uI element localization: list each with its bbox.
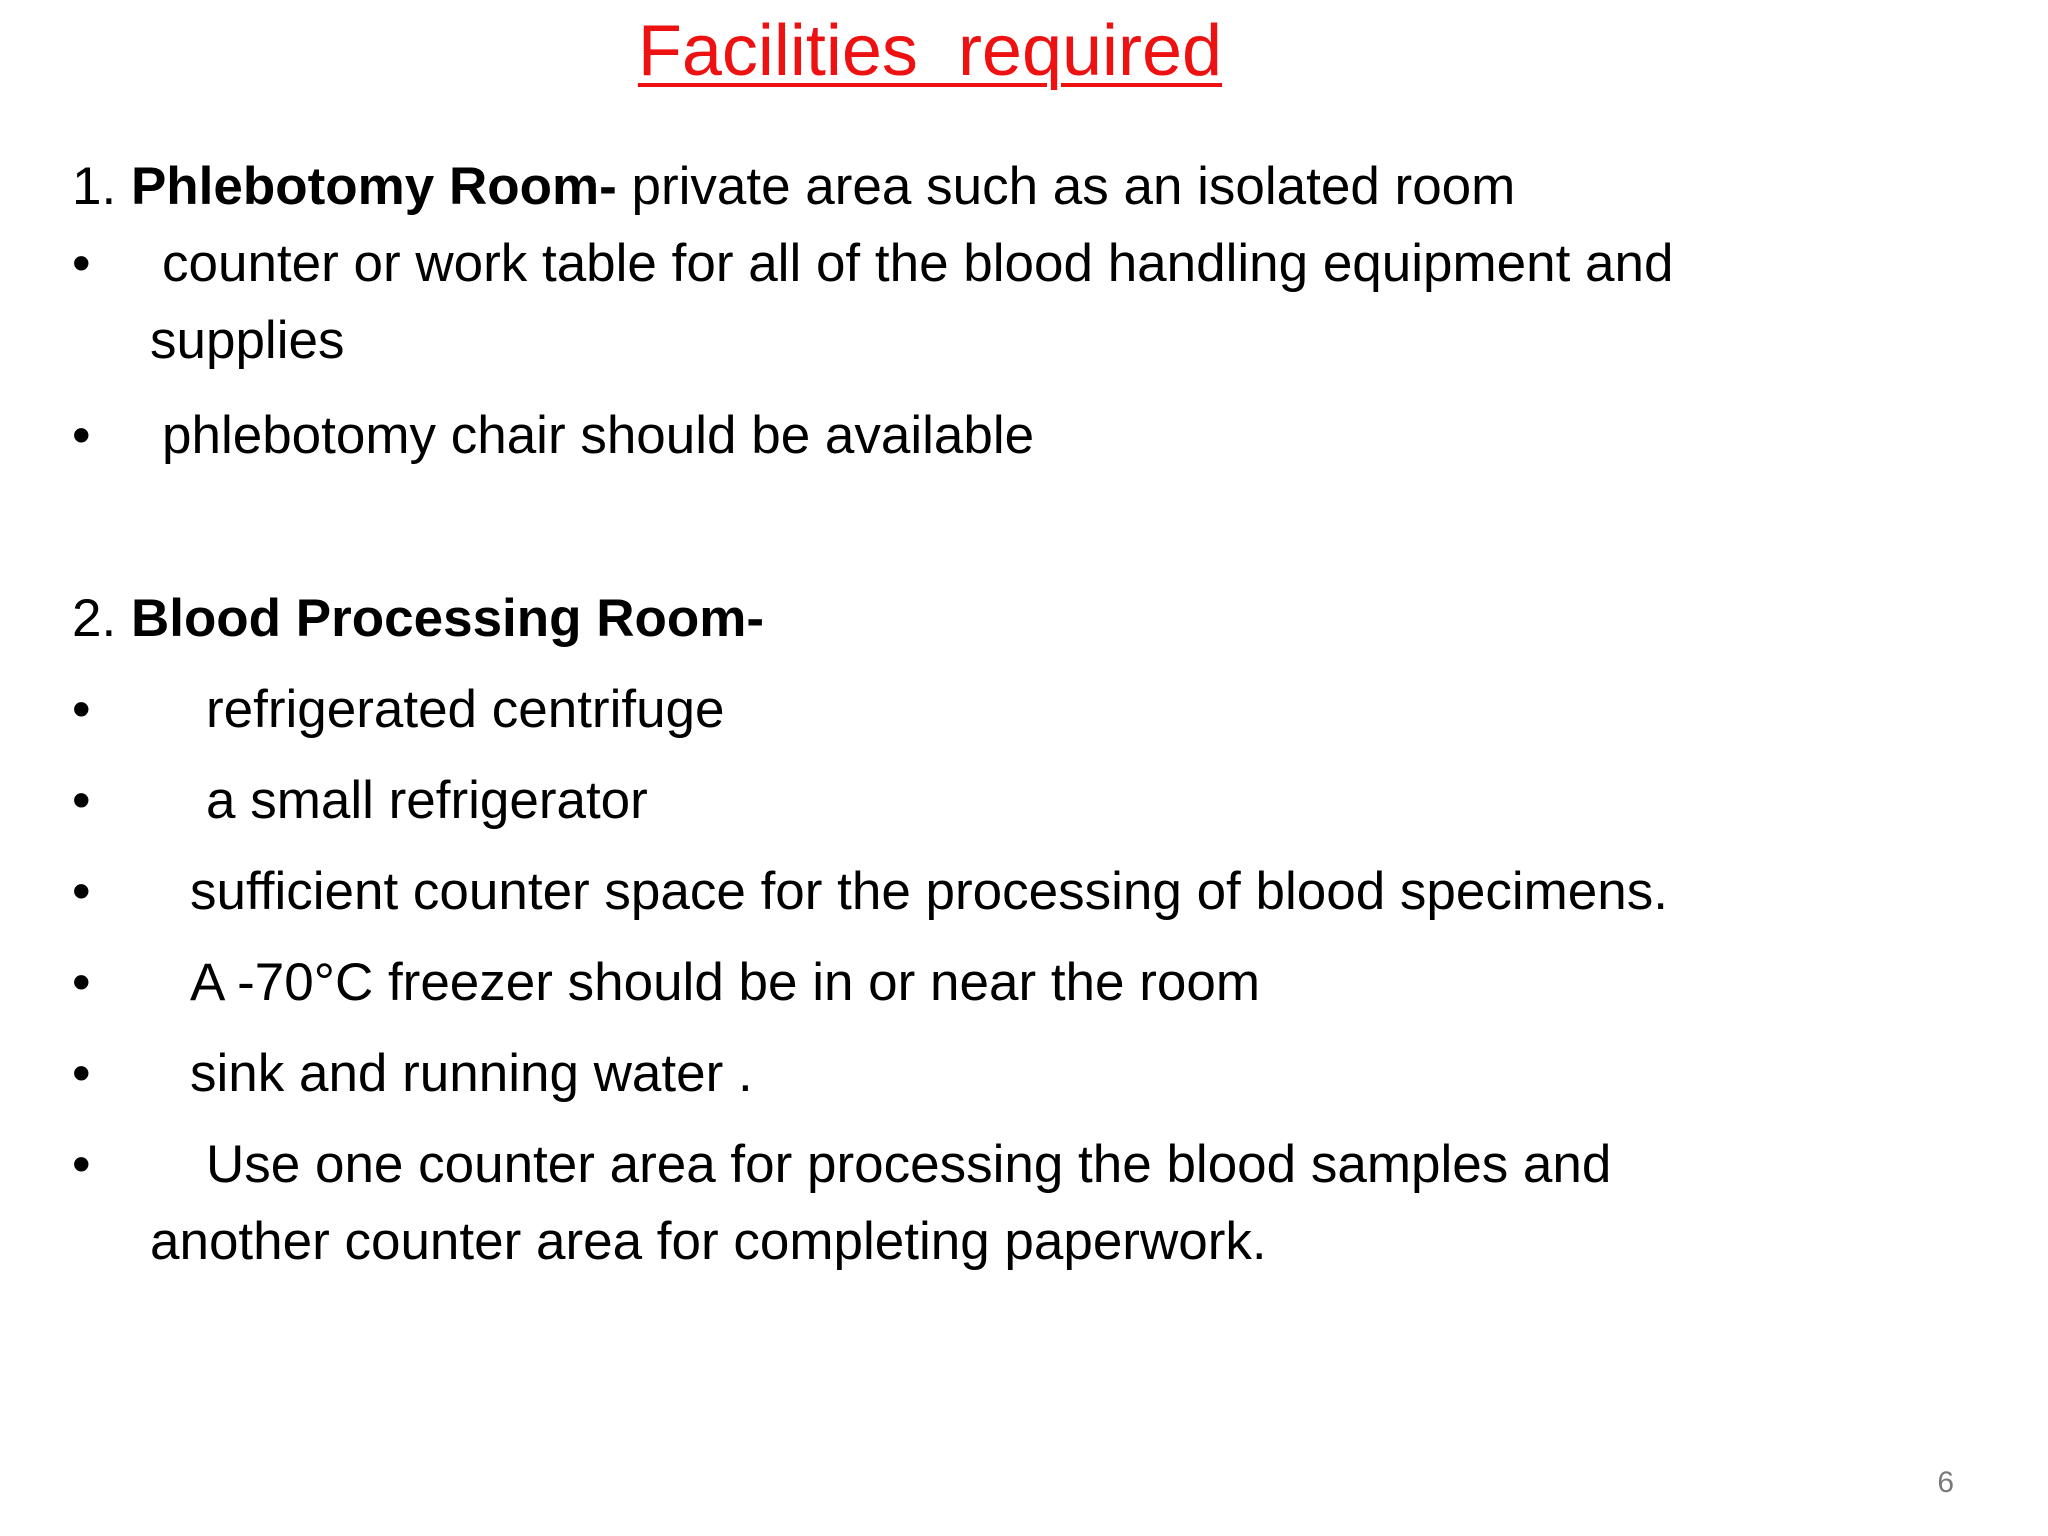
section-spacer [72, 474, 1972, 580]
bullet-icon: • [72, 680, 91, 739]
bullet-icon: • [72, 862, 91, 921]
bullet-icon: • [72, 234, 91, 293]
list-item-text: another counter area for completing paperwork. [150, 1212, 1267, 1271]
list-item-continuation [72, 1203, 1972, 1280]
list-item-text: counter or work table for all of the blood handling equipment and [162, 234, 1674, 293]
list-item [72, 1126, 1972, 1203]
list-item-text: phlebotomy chair should be available [162, 406, 1035, 465]
slide-body [72, 148, 1972, 1280]
slide-title: Facilities required [637, 11, 1223, 91]
section-1-heading [72, 148, 1972, 225]
list-item [72, 944, 1972, 1021]
list-item [72, 225, 1972, 302]
bullet-icon: • [72, 953, 91, 1012]
list-item [72, 397, 1972, 474]
list-item-text: refrigerated centrifuge [206, 680, 725, 739]
list-item [72, 1035, 1972, 1112]
page-number: 6 [1937, 1466, 1954, 1499]
section-2-heading [72, 580, 1972, 657]
section-1-title: Phlebotomy Room- [130, 157, 617, 216]
section-2-title: Blood Processing Room- [130, 589, 765, 648]
section-1-number: 1. [72, 157, 117, 216]
bullet-icon: • [72, 406, 91, 465]
list-item-continuation [72, 302, 1972, 379]
list-item-text: sufficient counter space for the processing of blood specimens. [190, 862, 1668, 921]
list-item [72, 671, 1972, 748]
list-item [72, 762, 1972, 839]
list-item-text: a small refrigerator [206, 771, 648, 830]
bullet-icon: • [72, 1044, 91, 1103]
list-item [72, 853, 1972, 930]
bullet-icon: • [72, 771, 91, 830]
list-item-text: sink and running water . [190, 1044, 753, 1103]
bullet-icon: • [72, 1135, 91, 1194]
list-item-text: Use one counter area for processing the blood samples and [206, 1135, 1612, 1194]
list-item-text: supplies [150, 311, 345, 370]
list-item-text: A -70°C freezer should be in or near the room [190, 953, 1260, 1012]
section-1-description: private area such as an isolated room [616, 157, 1516, 216]
section-2-number: 2. [72, 589, 117, 648]
